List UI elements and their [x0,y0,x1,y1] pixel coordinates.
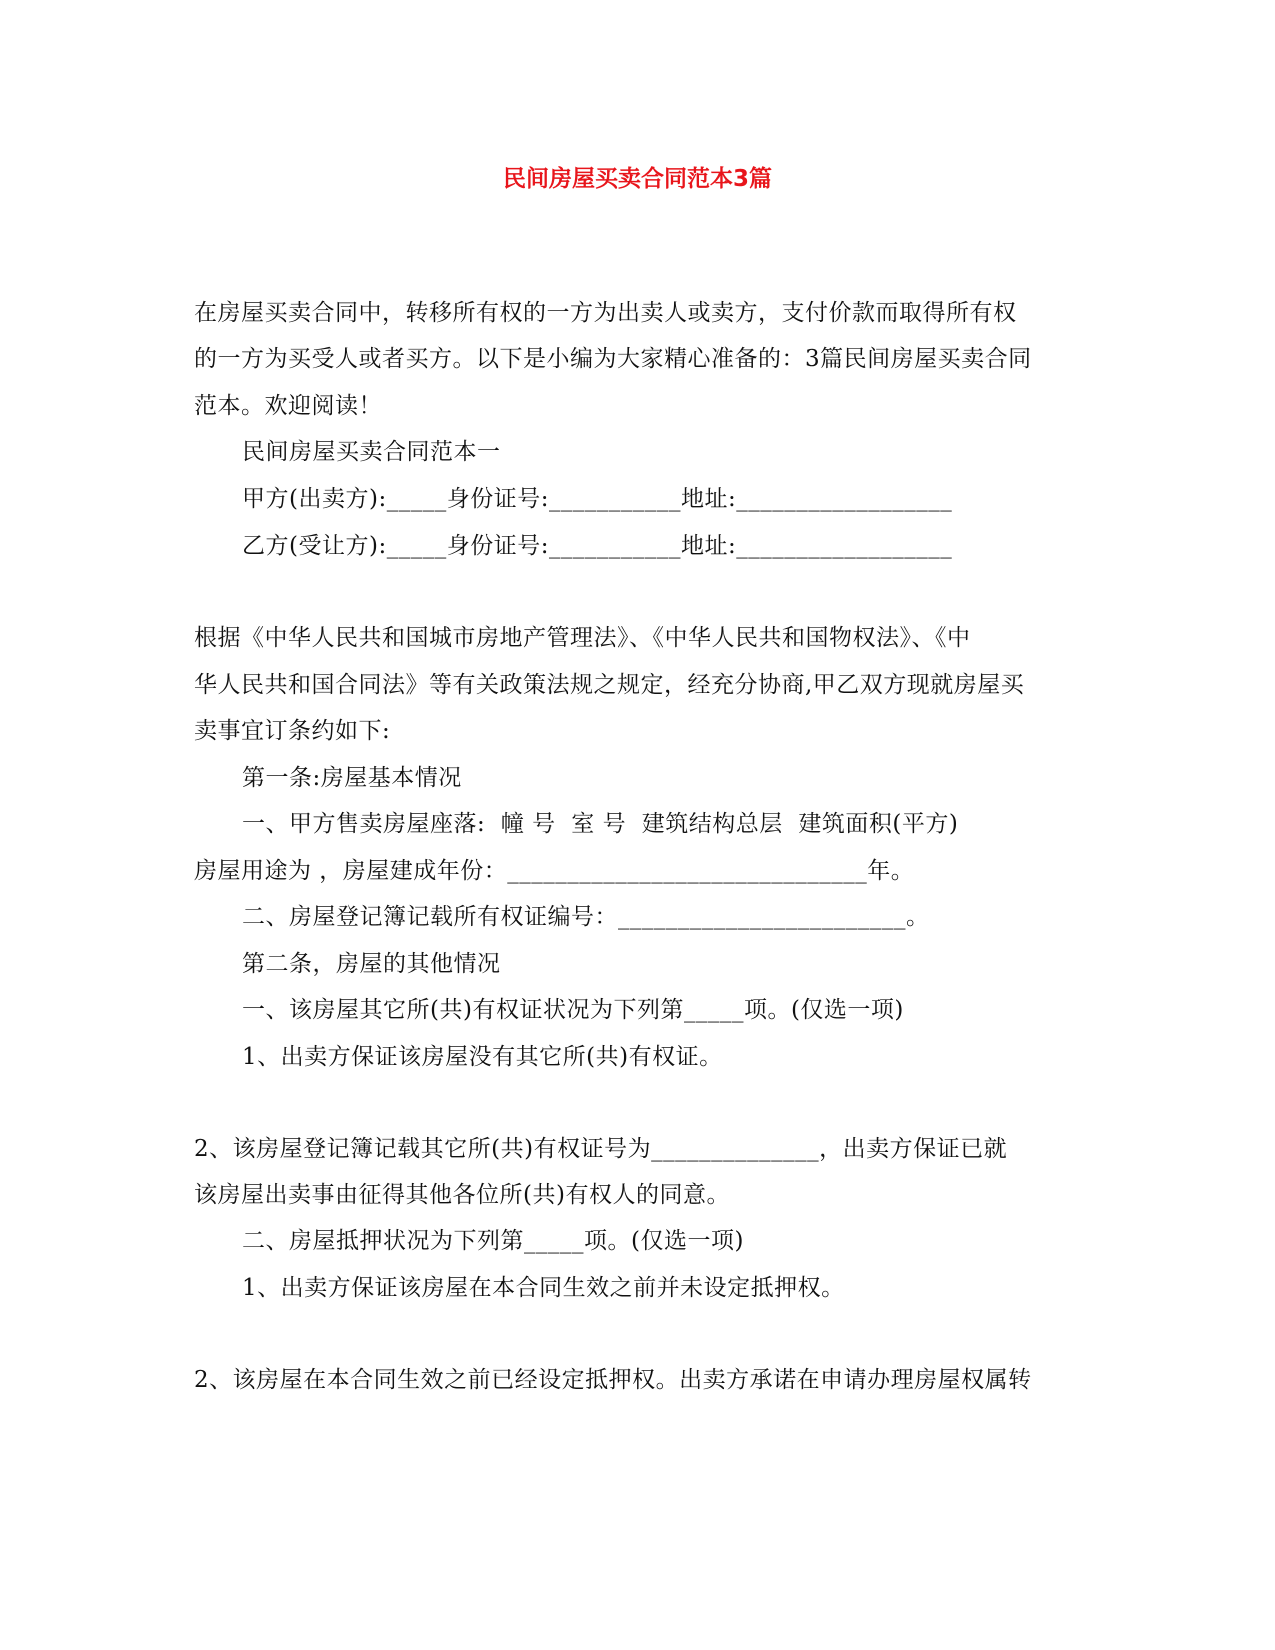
clause-line: 一、该房屋其它所(共)有权证状况为下列第_____项。(仅选一项) [242,997,904,1023]
clause-line: 一、甲方售卖房屋座落: 幢 号 室 号 建筑结构总层 建筑面积(平方) [242,811,959,837]
paragraph-line: 华人民共和国合同法》等有关政策法规之规定，经充分协商,甲乙双方现就房屋买 [194,672,1025,698]
document-title: 民间房屋买卖合同范本3篇 [502,166,772,192]
clause-line: 1、出卖方保证该房屋在本合同生效之前并未设定抵押权。 [242,1275,845,1301]
section-heading: 民间房屋买卖合同范本一 [242,439,501,465]
article-heading: 第一条:房屋基本情况 [242,765,462,791]
paragraph-line: 在房屋买卖合同中，转移所有权的一方为出卖人或卖方，支付价款而取得所有权 [194,300,1017,326]
clause-line: 2、该房屋登记簿记载其它所(共)有权证号为______________，出卖方保证已就 [194,1136,1008,1162]
paragraph-line: 范本。欢迎阅读！ [194,393,382,419]
clause-line: 该房屋出卖事由征得其他各位所(共)有权人的同意。 [194,1182,730,1208]
clause-line: 二、房屋抵押状况为下列第_____项。(仅选一项) [242,1228,744,1254]
party-a-line: 甲方(出卖方):_____身份证号:___________地址:__________________ [242,486,953,512]
article-heading: 第二条，房屋的其他情况 [242,951,501,977]
clause-line: 二、房屋登记簿记载所有权证编号：________________________。 [242,904,930,930]
clause-line: 1、出卖方保证该房屋没有其它所(共)有权证。 [242,1044,723,1070]
clause-line: 房屋用途为 ，房屋建成年份：______________________________年。 [194,858,915,884]
paragraph-line: 卖事宜订条约如下: [194,718,391,744]
paragraph-line: 的一方为买受人或者买方。以下是小编为大家精心准备的：3篇民间房屋买卖合同 [194,346,1032,372]
party-b-line: 乙方(受让方):_____身份证号:___________地址:__________________ [242,533,953,559]
clause-line: 2、该房屋在本合同生效之前已经设定抵押权。出卖方承诺在申请办理房屋权属转 [194,1367,1032,1393]
paragraph-line: 根据《中华人民共和国城市房地产管理法》、《中华人民共和国物权法》、《中 [194,625,971,651]
